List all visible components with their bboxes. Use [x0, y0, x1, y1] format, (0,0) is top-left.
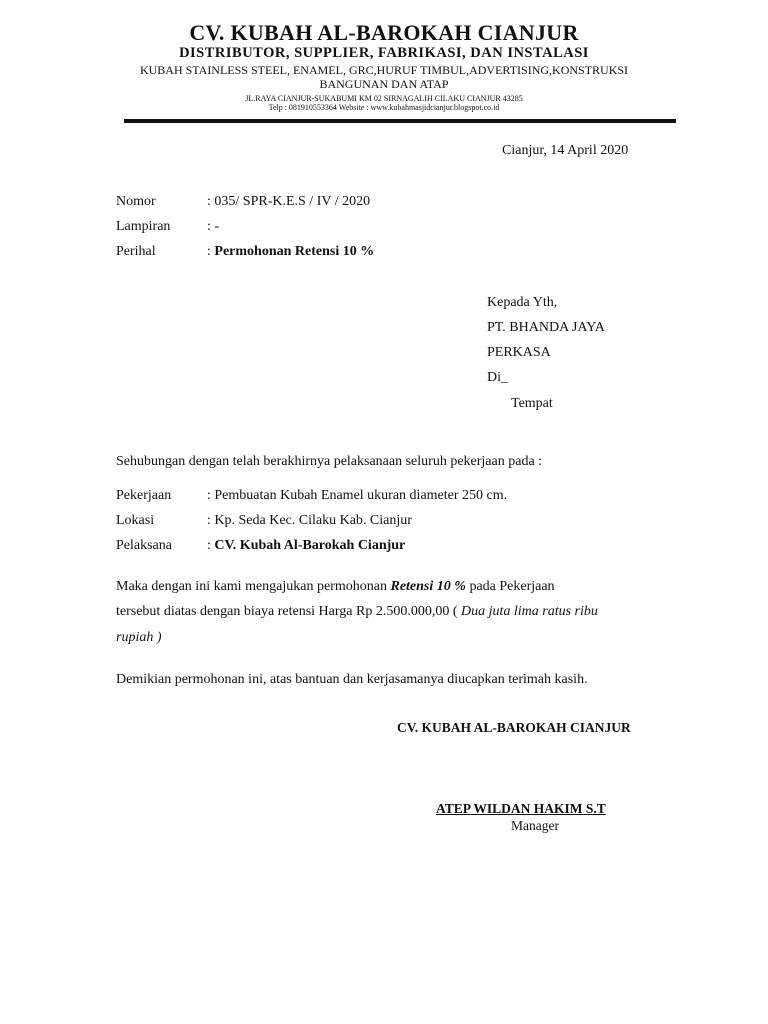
detail-label-pelaksana: Pelaksana	[116, 538, 172, 553]
detail-pelaksana-name: CV. Kubah Al-Barokah Cianjur	[214, 538, 406, 553]
signature-name: ATEP WILDAN HAKIM S.T	[436, 801, 606, 816]
letter-intro: Sehubungan dengan telah berakhirnya pelaksanaan seluruh pekerjaan pada :	[116, 454, 543, 469]
meta-label-nomor: Nomor	[116, 194, 156, 209]
request-line1	[116, 579, 555, 595]
signature-company: CV. KUBAH AL-BAROKAH CIANJUR	[397, 720, 631, 735]
meta-value-perihal	[207, 244, 374, 260]
letterhead-products-line1: KUBAH STAINLESS STEEL, ENAMEL, GRC,HURUF TIMBUL,ADVERTISING,KONSTRUKSI	[139, 63, 629, 77]
detail-value-lokasi: : Kp. Seda Kec. Cilaku Kab. Cianjur	[207, 513, 412, 528]
recipient-line4: Di_	[487, 370, 508, 385]
letterhead-address: JL.RAYA CIANJUR-SUKABUMI KM 02 SIRNAGALIH CILAKU CIANJUR 43285	[245, 94, 523, 103]
request-line2	[116, 604, 598, 620]
recipient-line5: Tempat	[511, 396, 553, 411]
letter-closing: Demikian permohonan ini, atas bantuan dan kerjasamanya diucapkan terimah kasih.	[116, 672, 588, 687]
meta-perihal-subject: Permohonan Retensi 10 %	[214, 244, 375, 259]
request-amount-words: Dua juta lima ratus ribu	[460, 604, 598, 619]
letterhead-tagline: DISTRIBUTOR, SUPPLIER, FABRIKASI, DAN INSTALASI	[179, 45, 589, 61]
recipient-line1: Kepada Yth,	[487, 295, 558, 310]
letterhead-contact: Telp : 081910553364 Website : www.kubahmasjidcianjur.blogspot.co.id	[268, 103, 500, 112]
request-emphasis: Retensi 10 %	[390, 579, 466, 594]
request-line3: rupiah )	[116, 630, 162, 645]
detail-label-pekerjaan: Pekerjaan	[116, 488, 172, 503]
meta-value-lampiran: : -	[207, 219, 220, 234]
letterhead-products-line2: BANGUNAN DAN ATAP	[319, 77, 449, 91]
meta-label-perihal: Perihal	[116, 244, 156, 259]
request-part2: pada Pekerjaan	[465, 579, 555, 594]
meta-label-lampiran: Lampiran	[116, 219, 171, 234]
letterhead-company-name: CV. KUBAH AL-BAROKAH CIANJUR	[189, 20, 579, 45]
letterhead-products	[0, 63, 768, 91]
signature-title: Manager	[511, 818, 559, 833]
recipient-line2: PT. BHANDA JAYA	[487, 320, 605, 335]
detail-label-lokasi: Lokasi	[116, 513, 155, 528]
detail-value-pelaksana	[207, 538, 405, 554]
request-line2-text: tersebut diatas dengan biaya retensi Harga Rp 2.500.000,00 (	[116, 604, 461, 619]
letterhead-divider	[124, 119, 676, 123]
meta-perihal-prefix: :	[207, 244, 215, 259]
request-part1: Maka dengan ini kami mengajukan permohonan	[116, 579, 391, 594]
detail-pelaksana-prefix: :	[207, 538, 215, 553]
recipient-line3: PERKASA	[487, 345, 551, 360]
detail-value-pekerjaan: : Pembuatan Kubah Enamel ukuran diameter 250 cm.	[207, 488, 508, 503]
meta-value-nomor: : 035/ SPR-K.E.S / IV / 2020	[207, 194, 371, 209]
letter-date: Cianjur, 14 April 2020	[502, 143, 629, 158]
